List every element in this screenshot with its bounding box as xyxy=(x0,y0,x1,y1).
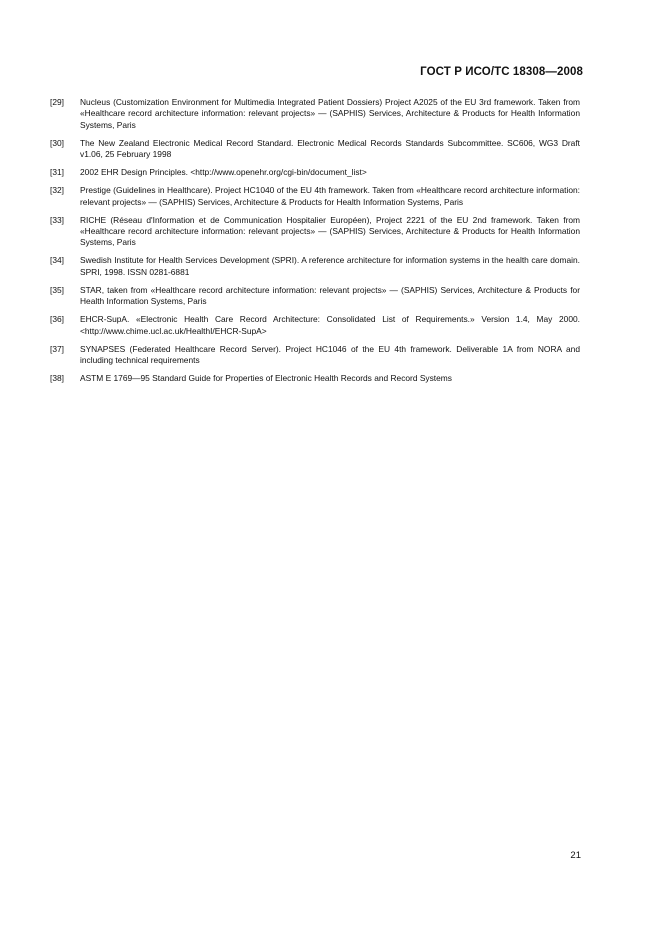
reference-text: ASTM E 1769—95 Standard Guide for Properties of Electronic Health Records and Record Systems xyxy=(80,373,452,384)
reference-text: RICHE (Réseau d'Information et de Communication Hospitalier Européen), Project 2221 of the EU 2nd framework. Taken from «Healthcare record architecture information: relevant projects» — (SAPHIS) Services, Architecture & Products for Health Information Systems, Paris xyxy=(80,214,580,248)
reference-item xyxy=(50,255,580,278)
reference-number: [31] xyxy=(50,167,64,178)
reference-number: [34] xyxy=(50,255,64,266)
reference-number: [36] xyxy=(50,314,64,325)
reference-text: Swedish Institute for Health Services Development (SPRI). A reference architecture for information systems in the health care domain. SPRI, 1998. ISSN 0281-6881 xyxy=(80,255,580,277)
reference-item xyxy=(50,138,580,161)
reference-item xyxy=(50,373,580,384)
page-number: 21 xyxy=(570,850,581,861)
reference-number: [30] xyxy=(50,137,64,148)
reference-item xyxy=(50,285,580,308)
reference-text: EHCR-SupA. «Electronic Health Care Record Architecture: Consolidated List of Requirements.» Version 1.4, May 2000. <http://www.chime.ucl.ac.uk/HealthI/EHCR-SupA> xyxy=(80,314,580,336)
reference-text: SYNAPSES (Federated Healthcare Record Server). Project HC1046 of the EU 4th framework. Deliverable 1A from NORA and including technical requirements xyxy=(80,343,580,366)
reference-number: [38] xyxy=(50,373,64,384)
reference-text: 2002 EHR Design Principles. <http://www.openehr.org/cgi-bin/document_list> xyxy=(80,167,367,178)
reference-item xyxy=(50,185,580,208)
reference-number: [29] xyxy=(50,97,64,107)
reference-list xyxy=(50,97,580,391)
reference-item xyxy=(50,314,580,337)
reference-number: [33] xyxy=(50,214,64,225)
reference-number: [37] xyxy=(50,343,64,354)
reference-text: The New Zealand Electronic Medical Record Standard. Electronic Medical Records Standards Subcommittee. SC606, WG3 Draft v1.06, 25 February 1998 xyxy=(80,137,580,160)
reference-text: Prestige (Guidelines in Healthcare). Project HC1040 of the EU 4th framework. Taken from «Healthcare record architecture information: relevant projects» — (SAPHIS) Services, Architecture & Products for Health Information Systems, Paris xyxy=(80,185,580,207)
reference-item xyxy=(50,167,580,178)
document-header: ГОСТ Р ИСО/ТС 18308—2008 xyxy=(420,66,583,78)
reference-item xyxy=(50,344,580,367)
reference-item xyxy=(50,97,580,131)
reference-number: [35] xyxy=(50,284,64,295)
reference-number: [32] xyxy=(50,185,64,196)
reference-text: STAR, taken from «Healthcare record architecture information: relevant projects» — (SAPHIS) Services, Architecture & Products for Health Information Systems, Paris xyxy=(80,284,580,307)
reference-text: Nucleus (Customization Environment for Multimedia Integrated Patient Dossiers) Project A2025 of the EU 3rd framework. Taken from «Healthcare record architecture information: relevant projects» — (SAPHIS) Services, Architecture & Products for Health Information Systems, Paris xyxy=(80,97,580,130)
reference-item xyxy=(50,215,580,249)
